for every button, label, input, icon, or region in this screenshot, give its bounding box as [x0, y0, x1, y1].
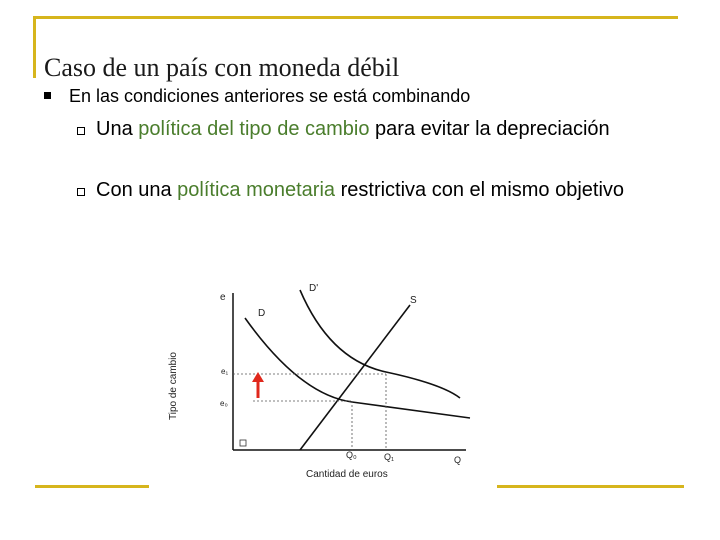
- curve-label-s: S: [410, 295, 417, 306]
- curve-label-d-prime: D': [309, 283, 319, 294]
- y-axis-top-label: e: [220, 292, 226, 303]
- bottom-accent-line-left: [35, 485, 149, 488]
- y-axis-label: Tipo de cambio: [168, 352, 179, 420]
- tick-e0: e₀: [220, 399, 228, 408]
- tick-q0: Q₀: [346, 450, 357, 460]
- x-axis-end-label: Q: [454, 455, 462, 465]
- red-arrow-up-icon: [252, 372, 264, 382]
- main-bullet-text: En las condiciones anteriores se está combinando: [69, 86, 471, 106]
- sub-bullet-2-prefix: Con una: [96, 179, 178, 201]
- supply-curve-s: [300, 305, 410, 450]
- sub-bullet-2-suffix: restrictiva con el mismo objetivo: [335, 179, 625, 201]
- demand-curve-d: [245, 318, 470, 418]
- bottom-accent-line-right: [497, 485, 684, 488]
- origin-marker: [240, 440, 246, 446]
- sub-bullet-1-prefix: Una: [96, 118, 139, 140]
- sub-bullet-1-highlight: política del tipo de cambio: [138, 118, 370, 140]
- x-axis-label: Cantidad de euros: [306, 469, 388, 480]
- sub-bullet-2-highlight: política monetaria: [177, 179, 336, 201]
- tick-e1: e₁: [221, 367, 229, 376]
- sub-bullet-1-suffix: para evitar la depreciación: [369, 118, 610, 140]
- tick-q1: Q₁: [384, 452, 395, 462]
- slide-title: Caso de un país con moneda débil: [44, 53, 400, 82]
- curve-label-d: D: [258, 308, 266, 319]
